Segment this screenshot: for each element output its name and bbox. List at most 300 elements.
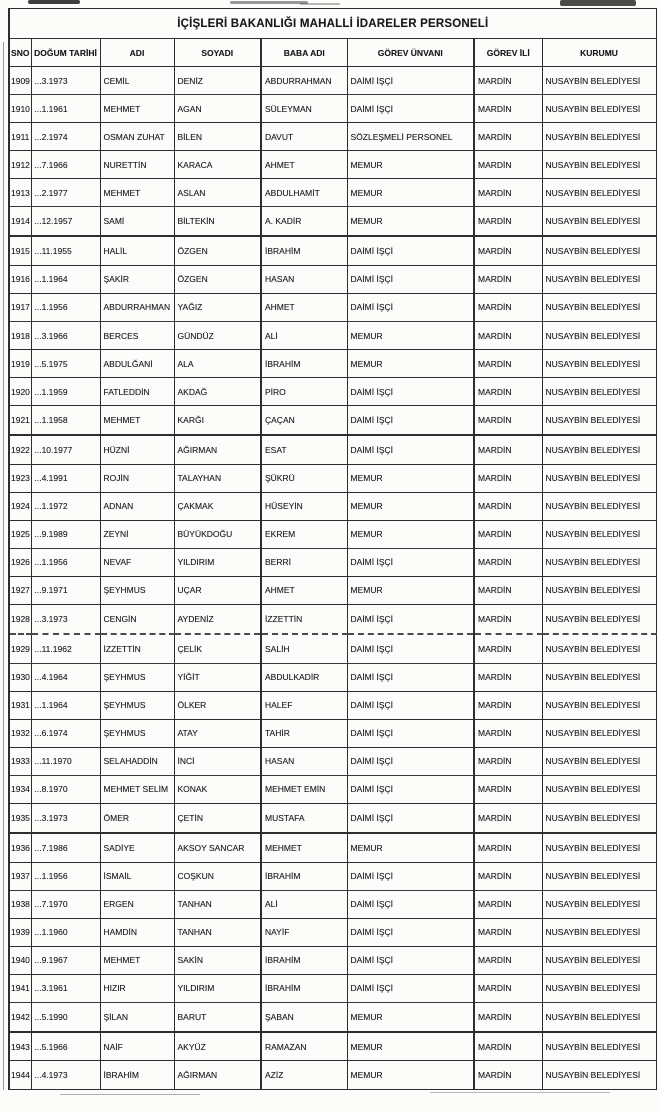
table-row	[9, 946, 656, 974]
table-cell: MEMUR	[347, 464, 474, 492]
table-cell: AHMET	[261, 576, 347, 604]
table-cell: MARDİN	[474, 67, 542, 95]
table-row	[9, 207, 656, 236]
scan-artifact	[28, 0, 80, 4]
table-cell: MARDİN	[474, 890, 542, 918]
table-cell: AHMET	[261, 151, 347, 179]
table-cell: SALİH	[261, 634, 347, 663]
column-header-3: SOYADI	[174, 39, 261, 67]
table-cell: ASLAN	[174, 179, 261, 207]
table-cell: 1926	[9, 548, 31, 576]
table-cell: NUSAYBİN BELEDİYESİ	[542, 321, 656, 349]
scan-artifact	[430, 1092, 610, 1093]
table-cell: KONAK	[174, 775, 261, 803]
table-cell: PİRO	[261, 378, 347, 406]
table-cell: MEHMET	[100, 406, 174, 435]
column-header-2: ADI	[100, 39, 174, 67]
table-cell: RAMAZAN	[261, 1032, 347, 1061]
table-cell: ÖLKER	[174, 691, 261, 719]
table-cell: 1935	[9, 803, 31, 832]
table-cell: İZZETTİN	[261, 605, 347, 634]
scan-artifact	[300, 3, 340, 5]
table-cell: NUSAYBİN BELEDİYESİ	[542, 1061, 656, 1090]
table-cell: HASAN	[261, 747, 347, 775]
table-cell: ŞEYHMUS	[100, 576, 174, 604]
table-cell: MARDİN	[474, 634, 542, 663]
table-cell: HIZIR	[100, 974, 174, 1002]
table-cell: ÇELİK	[174, 634, 261, 663]
table-cell: SÖZLEŞMELİ PERSONEL	[347, 123, 474, 151]
table-cell: YAĞIZ	[174, 293, 261, 321]
table-cell: NUSAYBİN BELEDİYESİ	[542, 350, 656, 378]
table-cell: NUSAYBİN BELEDİYESİ	[542, 520, 656, 548]
table-cell: ...7.1970	[31, 890, 100, 918]
table-cell: AKDAĞ	[174, 378, 261, 406]
table-row	[9, 1032, 656, 1061]
table-cell: 1941	[9, 974, 31, 1002]
table-cell: MARDİN	[474, 576, 542, 604]
table-cell: HAMDİN	[100, 918, 174, 946]
table-cell: ESAT	[261, 435, 347, 464]
table-cell: MEMUR	[347, 576, 474, 604]
table-cell: YILDIRIM	[174, 974, 261, 1002]
table-cell: ...9.1989	[31, 520, 100, 548]
table-cell: DAİMİ İŞÇİ	[347, 747, 474, 775]
table-cell: ...3.1973	[31, 67, 100, 95]
table-cell: ...1.1959	[31, 378, 100, 406]
table-cell: DAİMİ İŞÇİ	[347, 67, 474, 95]
table-cell: MARDİN	[474, 803, 542, 832]
table-cell: 1915	[9, 236, 31, 265]
table-cell: 1937	[9, 862, 31, 890]
table-cell: ...10.1977	[31, 435, 100, 464]
table-cell: ...3.1966	[31, 321, 100, 349]
table-cell: 1909	[9, 67, 31, 95]
table-cell: İBRAHİM	[261, 350, 347, 378]
table-cell: MEMUR	[347, 492, 474, 520]
table-cell: NAYİF	[261, 918, 347, 946]
table-cell: A. KADİR	[261, 207, 347, 236]
table-cell: 1929	[9, 634, 31, 663]
table-cell: 1924	[9, 492, 31, 520]
table-cell: ALİ	[261, 321, 347, 349]
table-cell: DAİMİ İŞÇİ	[347, 265, 474, 293]
table-cell: MEMUR	[347, 1061, 474, 1090]
table-cell: MARDİN	[474, 775, 542, 803]
table-cell: NUSAYBİN BELEDİYESİ	[542, 775, 656, 803]
table-cell: ...3.1961	[31, 974, 100, 1002]
table-cell: NUSAYBİN BELEDİYESİ	[542, 719, 656, 747]
table-cell: AGAN	[174, 95, 261, 123]
table-cell: NUSAYBİN BELEDİYESİ	[542, 548, 656, 576]
column-header-row	[9, 39, 656, 67]
table-cell: CEMİL	[100, 67, 174, 95]
table-cell: ...3.1973	[31, 803, 100, 832]
table-cell: DAİMİ İŞÇİ	[347, 890, 474, 918]
table-cell: NUSAYBİN BELEDİYESİ	[542, 236, 656, 265]
table-cell: 1910	[9, 95, 31, 123]
table-cell: ...11.1955	[31, 236, 100, 265]
table-row	[9, 1002, 656, 1031]
table-row	[9, 492, 656, 520]
table-cell: MEMUR	[347, 833, 474, 862]
table-cell: AYDENİZ	[174, 605, 261, 634]
table-row	[9, 691, 656, 719]
table-cell: MARDİN	[474, 350, 542, 378]
table-row	[9, 634, 656, 663]
table-cell: SADİYE	[100, 833, 174, 862]
table-cell: 1930	[9, 663, 31, 691]
table-cell: MARDİN	[474, 236, 542, 265]
table-row	[9, 406, 656, 435]
table-cell: 1942	[9, 1002, 31, 1031]
table-cell: 1911	[9, 123, 31, 151]
table-cell: DAİMİ İŞÇİ	[347, 95, 474, 123]
table-cell: DAİMİ İŞÇİ	[347, 663, 474, 691]
table-cell: MARDİN	[474, 833, 542, 862]
table-cell: YİĞİT	[174, 663, 261, 691]
table-cell: MARDİN	[474, 520, 542, 548]
table-cell: BARUT	[174, 1002, 261, 1031]
table-cell: MEHMET EMİN	[261, 775, 347, 803]
table-cell: ÖZGEN	[174, 236, 261, 265]
table-cell: DAİMİ İŞÇİ	[347, 775, 474, 803]
table-row	[9, 1061, 656, 1090]
table-cell: İZZETTİN	[100, 634, 174, 663]
table-cell: UÇAR	[174, 576, 261, 604]
table-cell: MEMUR	[347, 179, 474, 207]
table-cell: MUSTAFA	[261, 803, 347, 832]
page-title: İÇİŞLERİ BAKANLIĞI MAHALLİ İDARELER PERSONELİ	[9, 9, 656, 39]
table-cell: MARDİN	[474, 1002, 542, 1031]
table-cell: 1920	[9, 378, 31, 406]
table-cell: NUSAYBİN BELEDİYESİ	[542, 151, 656, 179]
column-header-6: GÖREV İLİ	[474, 39, 542, 67]
table-cell: 1940	[9, 946, 31, 974]
table-cell: DAVUT	[261, 123, 347, 151]
table-cell: 1934	[9, 775, 31, 803]
table-cell: ÇAKMAK	[174, 492, 261, 520]
table-cell: TAHİR	[261, 719, 347, 747]
table-row	[9, 464, 656, 492]
table-cell: 1932	[9, 719, 31, 747]
table-cell: ZEYNİ	[100, 520, 174, 548]
table-cell: NUSAYBİN BELEDİYESİ	[542, 605, 656, 634]
scan-artifact	[560, 0, 636, 6]
table-cell: SÜLEYMAN	[261, 95, 347, 123]
table-cell: ...1.1956	[31, 862, 100, 890]
table-cell: DAİMİ İŞÇİ	[347, 293, 474, 321]
table-cell: İBRAHİM	[261, 946, 347, 974]
table-cell: MARDİN	[474, 95, 542, 123]
table-cell: MEHMET	[100, 946, 174, 974]
table-cell: NURETTİN	[100, 151, 174, 179]
table-cell: İSMAİL	[100, 862, 174, 890]
table-cell: ...1.1956	[31, 293, 100, 321]
table-cell: ÇAÇAN	[261, 406, 347, 435]
table-cell: 1912	[9, 151, 31, 179]
table-cell: NUSAYBİN BELEDİYESİ	[542, 833, 656, 862]
table-cell: ...1.1958	[31, 406, 100, 435]
table-cell: ŞİLAN	[100, 1002, 174, 1031]
table-cell: AĞIRMAN	[174, 435, 261, 464]
table-row	[9, 918, 656, 946]
table-row	[9, 67, 656, 95]
table-cell: MARDİN	[474, 918, 542, 946]
table-cell: ABDURRAHMAN	[100, 293, 174, 321]
table-cell: OSMAN ZUHAT	[100, 123, 174, 151]
table-cell: ROJİN	[100, 464, 174, 492]
table-cell: DENİZ	[174, 67, 261, 95]
table-cell: DAİMİ İŞÇİ	[347, 435, 474, 464]
table-cell: MARDİN	[474, 151, 542, 179]
table-cell: ...11.1970	[31, 747, 100, 775]
table-row	[9, 321, 656, 349]
table-cell: GÜNDÜZ	[174, 321, 261, 349]
table-cell: FATLEDDİN	[100, 378, 174, 406]
table-cell: ...7.1986	[31, 833, 100, 862]
table-cell: NUSAYBİN BELEDİYESİ	[542, 123, 656, 151]
table-cell: TANHAN	[174, 890, 261, 918]
table-cell: MARDİN	[474, 1061, 542, 1090]
table-cell: HALEF	[261, 691, 347, 719]
personnel-table	[8, 8, 657, 1090]
table-cell: KARĞI	[174, 406, 261, 435]
table-cell: ...1.1961	[31, 95, 100, 123]
table-cell: MARDİN	[474, 435, 542, 464]
table-cell: MARDİN	[474, 321, 542, 349]
table-cell: MARDİN	[474, 548, 542, 576]
table-cell: ALİ	[261, 890, 347, 918]
table-row	[9, 293, 656, 321]
table-cell: MARDİN	[474, 605, 542, 634]
table-cell: SAKİN	[174, 946, 261, 974]
table-cell: ÖZGEN	[174, 265, 261, 293]
table-cell: NUSAYBİN BELEDİYESİ	[542, 634, 656, 663]
table-cell: NUSAYBİN BELEDİYESİ	[542, 464, 656, 492]
table-row	[9, 123, 656, 151]
table-cell: 1923	[9, 464, 31, 492]
table-cell: NUSAYBİN BELEDİYESİ	[542, 1032, 656, 1061]
table-cell: MARDİN	[474, 747, 542, 775]
table-cell: ...1.1956	[31, 548, 100, 576]
table-cell: NUSAYBİN BELEDİYESİ	[542, 946, 656, 974]
table-row	[9, 974, 656, 1002]
table-cell: YILDIRIM	[174, 548, 261, 576]
table-cell: İBRAHİM	[261, 862, 347, 890]
table-cell: ATAY	[174, 719, 261, 747]
table-cell: MARDİN	[474, 464, 542, 492]
title-row	[9, 9, 656, 39]
table-cell: NEVAF	[100, 548, 174, 576]
table-cell: MARDİN	[474, 265, 542, 293]
column-header-4: BABA ADI	[261, 39, 347, 67]
table-cell: ŞEYHMUS	[100, 691, 174, 719]
table-cell: ABDURRAHMAN	[261, 67, 347, 95]
table-cell: HÜZNİ	[100, 435, 174, 464]
table-cell: MARDİN	[474, 492, 542, 520]
scan-artifact-left-edge	[3, 42, 4, 1090]
table-cell: NUSAYBİN BELEDİYESİ	[542, 435, 656, 464]
table-cell: 1928	[9, 605, 31, 634]
table-cell: DAİMİ İŞÇİ	[347, 691, 474, 719]
table-cell: DAİMİ İŞÇİ	[347, 605, 474, 634]
table-cell: ...5.1966	[31, 1032, 100, 1061]
table-cell: ...4.1991	[31, 464, 100, 492]
column-header-7: KURUMU	[542, 39, 656, 67]
table-cell: AĞIRMAN	[174, 1061, 261, 1090]
table-cell: 1943	[9, 1032, 31, 1061]
table-cell: ...12.1957	[31, 207, 100, 236]
table-cell: NUSAYBİN BELEDİYESİ	[542, 378, 656, 406]
table-cell: ...4.1973	[31, 1061, 100, 1090]
column-header-5: GÖREV ÜNVANI	[347, 39, 474, 67]
table-cell: MEMUR	[347, 1032, 474, 1061]
table-cell: MEMUR	[347, 1002, 474, 1031]
table-cell: MARDİN	[474, 862, 542, 890]
table-row	[9, 576, 656, 604]
table-row	[9, 236, 656, 265]
table-cell: HASAN	[261, 265, 347, 293]
table-cell: 1927	[9, 576, 31, 604]
table-cell: DAİMİ İŞÇİ	[347, 918, 474, 946]
table-row	[9, 663, 656, 691]
table-cell: ADNAN	[100, 492, 174, 520]
table-cell: 1936	[9, 833, 31, 862]
table-cell: MARDİN	[474, 719, 542, 747]
table-cell: ERGEN	[100, 890, 174, 918]
table-cell: DAİMİ İŞÇİ	[347, 862, 474, 890]
table-cell: ABDULĞANİ	[100, 350, 174, 378]
table-cell: İBRAHİM	[100, 1061, 174, 1090]
table-cell: AZİZ	[261, 1061, 347, 1090]
table-cell: TALAYHAN	[174, 464, 261, 492]
table-cell: DAİMİ İŞÇİ	[347, 236, 474, 265]
table-cell: NUSAYBİN BELEDİYESİ	[542, 95, 656, 123]
table-cell: ...8.1970	[31, 775, 100, 803]
table-row	[9, 775, 656, 803]
table-cell: NUSAYBİN BELEDİYESİ	[542, 691, 656, 719]
table-cell: NUSAYBİN BELEDİYESİ	[542, 67, 656, 95]
table-cell: BİLTEKİN	[174, 207, 261, 236]
table-cell: NUSAYBİN BELEDİYESİ	[542, 663, 656, 691]
table-row	[9, 719, 656, 747]
table-cell: ...7.1966	[31, 151, 100, 179]
table-row	[9, 747, 656, 775]
table-cell: HALİL	[100, 236, 174, 265]
table-cell: ÖMER	[100, 803, 174, 832]
table-cell: AHMET	[261, 293, 347, 321]
table-cell: MEMUR	[347, 321, 474, 349]
table-cell: BİLEN	[174, 123, 261, 151]
table-cell: ...6.1974	[31, 719, 100, 747]
table-cell: İBRAHİM	[261, 974, 347, 1002]
table-cell: 1921	[9, 406, 31, 435]
table-cell: ALA	[174, 350, 261, 378]
table-cell: İNCİ	[174, 747, 261, 775]
table-cell: AKSOY SANCAR	[174, 833, 261, 862]
column-header-0: SNO	[9, 39, 31, 67]
table-cell: MEMUR	[347, 151, 474, 179]
table-cell: 1913	[9, 179, 31, 207]
table-cell: ...11.1962	[31, 634, 100, 663]
table-cell: 1918	[9, 321, 31, 349]
table-cell: NUSAYBİN BELEDİYESİ	[542, 293, 656, 321]
table-row	[9, 179, 656, 207]
table-cell: ...5.1975	[31, 350, 100, 378]
table-cell: ŞÜKRÜ	[261, 464, 347, 492]
table-cell: MARDİN	[474, 378, 542, 406]
table-cell: ÇETİN	[174, 803, 261, 832]
table-cell: 1916	[9, 265, 31, 293]
table-cell: MEMUR	[347, 350, 474, 378]
table-cell: MARDİN	[474, 974, 542, 1002]
table-cell: DAİMİ İŞÇİ	[347, 946, 474, 974]
table-row	[9, 833, 656, 862]
table-cell: NUSAYBİN BELEDİYESİ	[542, 862, 656, 890]
table-cell: MEMUR	[347, 520, 474, 548]
table-cell: ABDULKADİR	[261, 663, 347, 691]
table-cell: NUSAYBİN BELEDİYESİ	[542, 265, 656, 293]
table-cell: DAİMİ İŞÇİ	[347, 406, 474, 435]
table-row	[9, 95, 656, 123]
table-cell: MARDİN	[474, 123, 542, 151]
table-cell: ...3.1973	[31, 605, 100, 634]
table-cell: NAİF	[100, 1032, 174, 1061]
table-cell: TANHAN	[174, 918, 261, 946]
table-cell: NUSAYBİN BELEDİYESİ	[542, 492, 656, 520]
table-cell: ...5.1990	[31, 1002, 100, 1031]
table-row	[9, 435, 656, 464]
table-cell: 1938	[9, 890, 31, 918]
table-row	[9, 520, 656, 548]
table-cell: AKYÜZ	[174, 1032, 261, 1061]
table-cell: ...9.1967	[31, 946, 100, 974]
table-cell: NUSAYBİN BELEDİYESİ	[542, 1002, 656, 1031]
table-cell: MEHMET	[100, 95, 174, 123]
table-cell: ...1.1964	[31, 265, 100, 293]
table-body	[9, 67, 656, 1090]
table-cell: ...4.1964	[31, 663, 100, 691]
scan-artifact	[60, 1094, 200, 1095]
table-cell: ...2.1977	[31, 179, 100, 207]
table-cell: NUSAYBİN BELEDİYESİ	[542, 179, 656, 207]
table-cell: 1922	[9, 435, 31, 464]
table-cell: NUSAYBİN BELEDİYESİ	[542, 207, 656, 236]
table-cell: BÜYÜKDOĞU	[174, 520, 261, 548]
table-row	[9, 862, 656, 890]
table-cell: ABDULHAMİT	[261, 179, 347, 207]
table-row	[9, 350, 656, 378]
table-cell: NUSAYBİN BELEDİYESİ	[542, 406, 656, 435]
table-cell: DAİMİ İŞÇİ	[347, 634, 474, 663]
table-cell: NUSAYBİN BELEDİYESİ	[542, 974, 656, 1002]
table-cell: ...1.1972	[31, 492, 100, 520]
column-header-1: DOĞUM TARİHİ	[31, 39, 100, 67]
table-cell: İBRAHİM	[261, 236, 347, 265]
table-cell: MEHMET	[100, 179, 174, 207]
table-cell: 1917	[9, 293, 31, 321]
table-cell: MARDİN	[474, 207, 542, 236]
table-row	[9, 548, 656, 576]
table-cell: COŞKUN	[174, 862, 261, 890]
table-cell: 1944	[9, 1061, 31, 1090]
table-cell: DAİMİ İŞÇİ	[347, 378, 474, 406]
table-cell: MARDİN	[474, 179, 542, 207]
table-cell: MARDİN	[474, 1032, 542, 1061]
table-cell: ŞAKİR	[100, 265, 174, 293]
table-cell: NUSAYBİN BELEDİYESİ	[542, 918, 656, 946]
